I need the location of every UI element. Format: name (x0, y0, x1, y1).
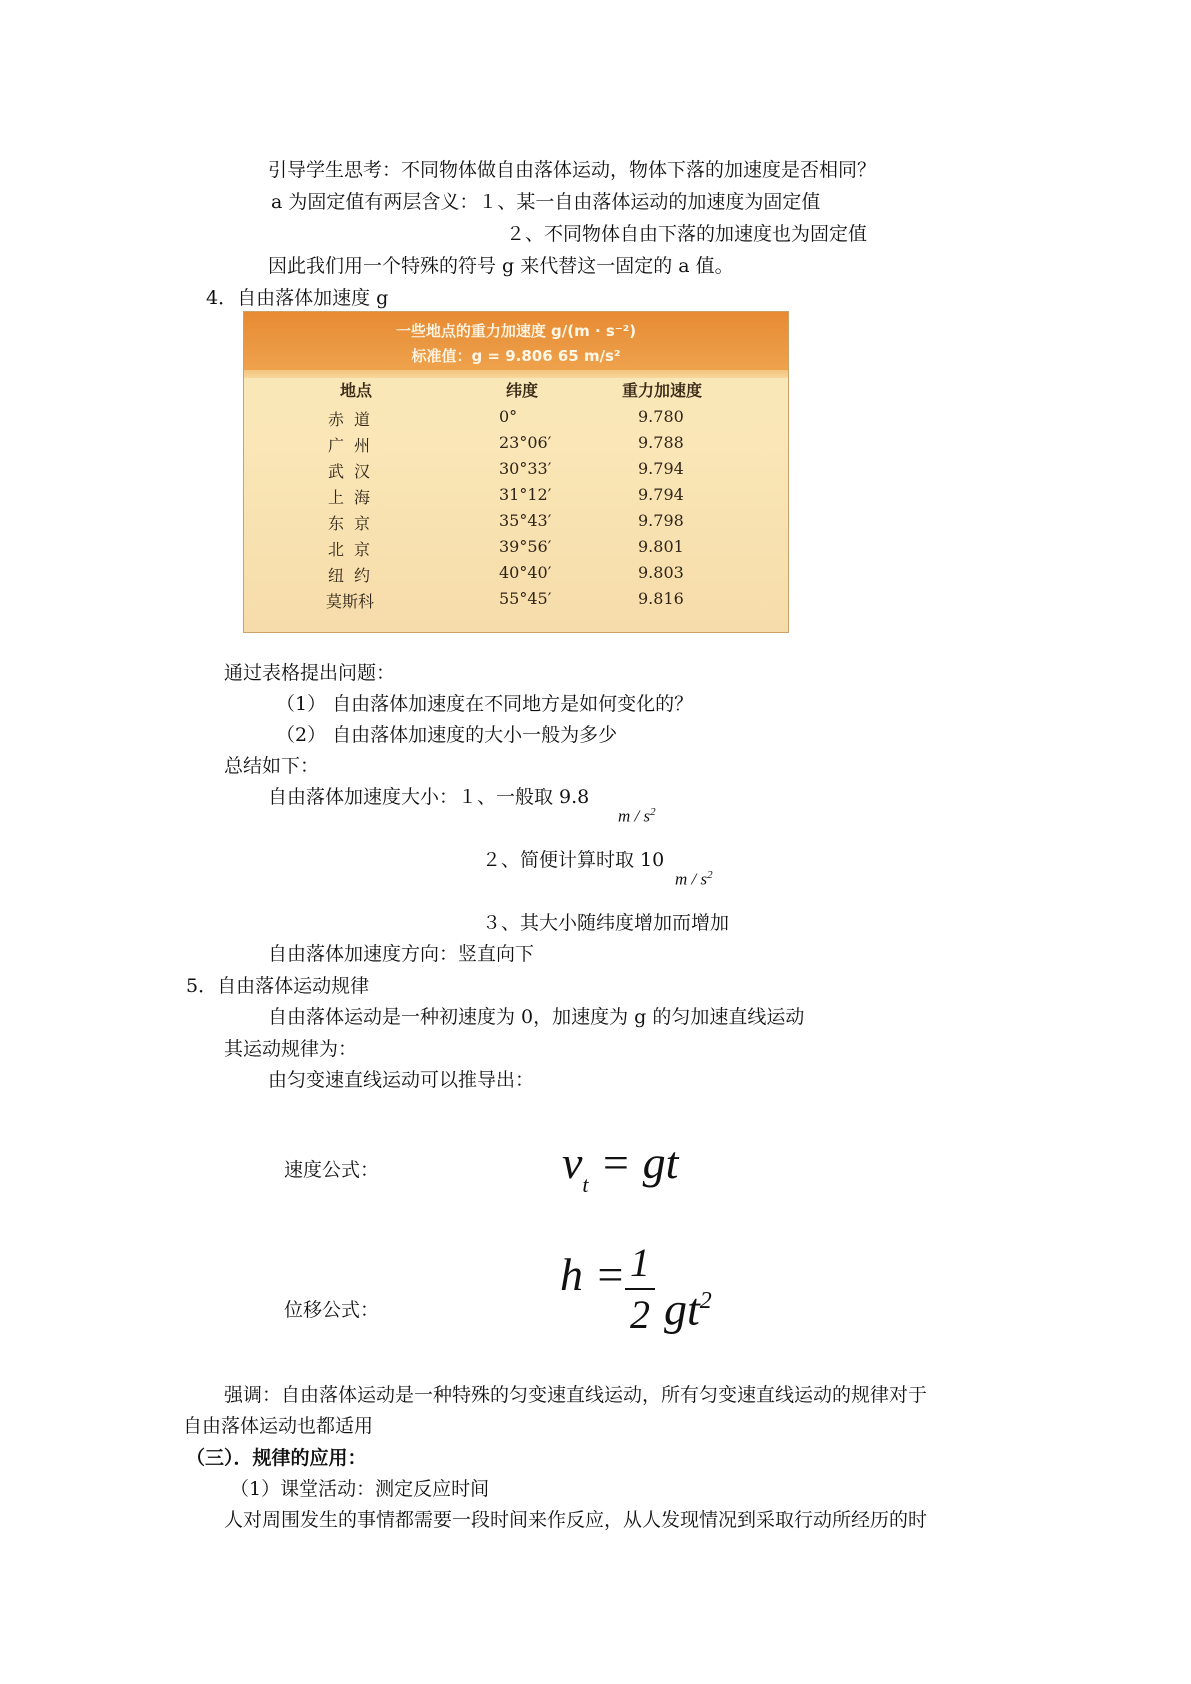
gravity-cell: 9.794 (638, 459, 684, 478)
gravity-cell: 9.816 (638, 589, 684, 608)
gravity-table (243, 311, 789, 633)
formula-label: 速度公式： (284, 1159, 380, 1181)
text-line: 通过表格提出问题： (224, 662, 396, 684)
gravity-cell: 9.780 (638, 407, 684, 426)
summary-item: ３、其大小随纬度增加而增加 (482, 912, 730, 934)
place-cell: 北京 (328, 540, 381, 559)
place-cell: 武汉 (328, 462, 381, 481)
text-line: （1）课堂活动：测定反应时间 (230, 1478, 490, 1500)
gravity-cell: 9.788 (638, 433, 684, 452)
place-cell: 上海 (328, 488, 381, 507)
question-item: （2） 自由落体加速度的大小一般为多少 (276, 724, 618, 746)
section-heading: 5．自由落体运动规律 (186, 975, 370, 997)
place-cell: 广州 (328, 436, 381, 455)
text-line: 总结如下： (224, 755, 320, 777)
summary-item: ２、简便计算时取 10 (482, 849, 665, 871)
gravity-cell: 9.794 (638, 485, 684, 504)
text-line: 人对周围发生的事情都需要一段时间来作反应，从人发现情况到采取行动所经历的时 (224, 1509, 928, 1531)
formula-gt (664, 1276, 712, 1334)
latitude-cell: 23°06′ (499, 433, 552, 452)
unit-label (618, 806, 656, 827)
unit-slash: / (630, 806, 644, 826)
place-cell: 赤道 (328, 410, 381, 429)
gravity-cell: 9.798 (638, 511, 684, 530)
unit-s: s (643, 806, 651, 826)
table-divider (244, 370, 788, 378)
column-header: 纬度 (506, 381, 539, 400)
text-line: 自由落体运动是一种初速度为 0，加速度为 g 的匀加速直线运动 (268, 1006, 805, 1028)
text-line: 引导学生思考：不同物体做自由落体运动，物体下落的加速度是否相同？ (268, 159, 877, 181)
fraction-bar (625, 1288, 655, 1290)
column-header: 地点 (340, 381, 373, 400)
text-line: 自由落体运动也都适用 (183, 1415, 374, 1437)
unit-m: m (618, 806, 631, 826)
latitude-cell: 55°45′ (499, 589, 552, 608)
latitude-cell: 39°56′ (499, 537, 552, 556)
fraction-half (625, 1240, 655, 1338)
unit-label (675, 869, 713, 890)
text-line: 其运动规律为： (224, 1038, 358, 1060)
formula-gt-text: gt (664, 1283, 700, 1335)
gravity-cell: 9.803 (638, 563, 684, 582)
displacement-formula (560, 1250, 626, 1300)
velocity-formula (562, 1138, 678, 1196)
text-line: 自由落体加速度方向：竖直向下 (268, 943, 535, 965)
latitude-cell: 31°12′ (499, 485, 552, 504)
place-cell: 东京 (328, 514, 381, 533)
unit-slash: / (687, 869, 701, 889)
unit-exp: 2 (707, 869, 713, 881)
question-item: （1） 自由落体加速度在不同地方是如何变化的？ (276, 693, 694, 715)
formula-h: h = (560, 1249, 626, 1300)
place-cell: 莫斯科 (326, 592, 375, 611)
formula-exp: 2 (699, 1288, 712, 1314)
gravity-cell: 9.801 (638, 537, 684, 556)
unit-exp: 2 (650, 806, 656, 818)
text-line: 因此我们用一个特殊的符号 g 来代替这一固定的 a 值。 (268, 255, 734, 277)
summary-item: 自由落体加速度大小：１、一般取 9.8 (268, 786, 590, 808)
fraction-denominator: 2 (630, 1292, 650, 1337)
formula-sub-t: t (582, 1172, 589, 1197)
section-heading: （三）．规律的应用： (186, 1447, 367, 1469)
unit-m: m (675, 869, 688, 889)
latitude-cell: 0° (499, 407, 518, 426)
latitude-cell: 30°33′ (499, 459, 552, 478)
column-header: 重力加速度 (622, 381, 703, 400)
fraction-numerator: 1 (630, 1240, 650, 1285)
table-subtitle: 标准值：g = 9.806 65 m/s² (411, 347, 621, 365)
latitude-cell: 40°40′ (499, 563, 552, 582)
text-line: 由匀变速直线运动可以推导出： (268, 1069, 535, 1091)
section-heading: 4．自由落体加速度 g (206, 287, 389, 309)
text-line: 强调：自由落体运动是一种特殊的匀变速直线运动，所有匀变速直线运动的规律对于 (224, 1384, 928, 1406)
latitude-cell: 35°43′ (499, 511, 552, 530)
formula-v: v (562, 1137, 583, 1188)
table-title: 一些地点的重力加速度 g/(m · s⁻²) (395, 322, 637, 340)
text-line: ２、不同物体自由下落的加速度也为固定值 (506, 223, 868, 245)
text-line: a 为固定值有两层含义：１、某一自由落体运动的加速度为固定值 (271, 191, 821, 213)
formula-rhs: = gt (588, 1137, 679, 1188)
unit-s: s (700, 869, 708, 889)
place-cell: 纽约 (328, 566, 381, 585)
formula-label: 位移公式： (284, 1299, 380, 1321)
